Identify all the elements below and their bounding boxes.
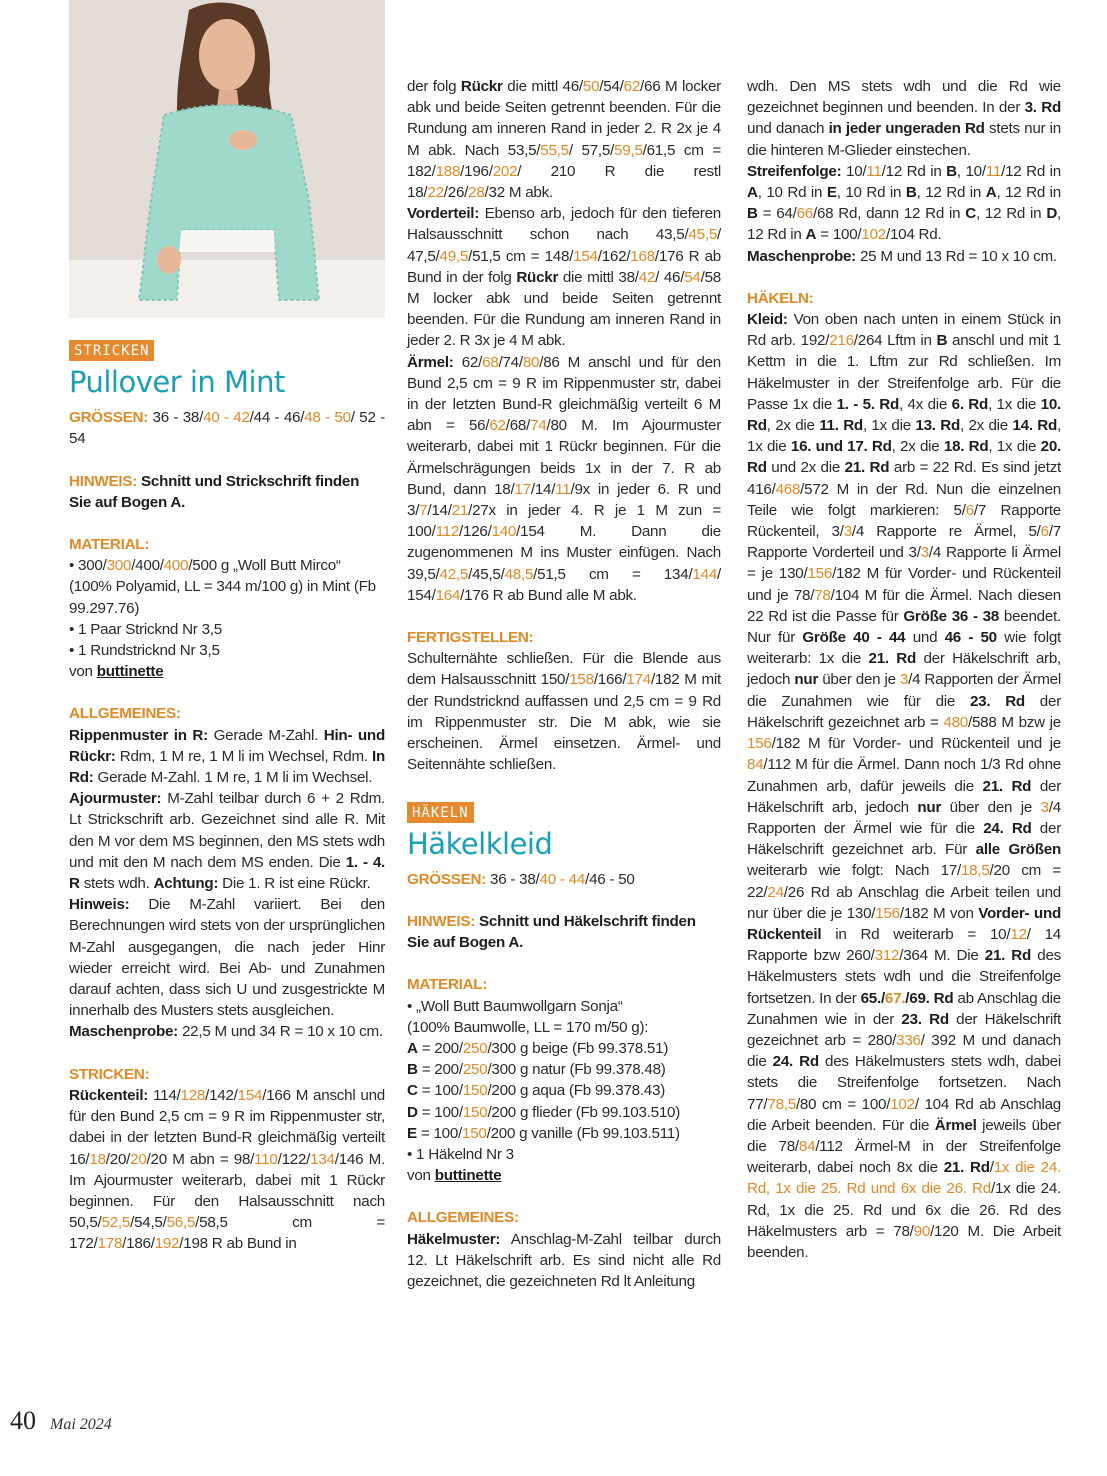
sizes-line: GRÖSSEN: 36 - 38/40 - 42/44 - 46/48 - 50/ 52 - 54 (69, 409, 385, 448)
body-text: Hinweis: Die M-Zahl variiert. Bei den Berechnungen wird stets von der ursprünglichen M-Zahl ausgegangen, die nach jeder Hinr wieder erreicht wird. Bei Ab- und Zunahmen darauf achten, dass sich U und zusgestrickte M innerhalb des Musters stets ausgleichen. (69, 896, 385, 1020)
body-text: Streifenfolge: 10/11/12 Rd in B, 10/11/12 Rd in A, 10 Rd in E, 10 Rd in B, 12 Rd in A, 12 Rd in B = 64/66/68 Rd, dann 12 Rd in C, 12 Rd in D, 12 Rd in A = 100/102/104 Rd. (747, 162, 1062, 244)
body-text: Häkelmuster: Anschlag-M-Zahl teilbar durch 12. Lt Häkelschrift arb. Es sind nicht alle Rd gezeichnet, die gezeichneten Rd lt Anleitung (407, 1230, 721, 1290)
body-text: wdh. Den MS stets wdh und die Rd wie gezeichnet beginnen und beenden. In der 3. Rd und danach in jeder ungeraden Rd stets nur in die hinteren M-Glieder einstechen. (747, 78, 1061, 159)
material-item: • 1 Rundstricknd Nr 3,5 (69, 642, 220, 660)
finishing-heading: FERTIGSTELLEN: (407, 629, 534, 647)
hint-line: HINWEIS: Schnitt und Häkelschrift finden Sie auf Bogen A. (407, 912, 696, 952)
body-text: Kleid: Von oben nach unten in einem Stück in Rd arb. 192/216/264 Lftm in B anschl und mit 1 Kettm in die 1. Lftm zur Rd schließen. Im Häkelmuster in der Streifenfolge arb. Für die Passe 1x die 1. - 5. Rd, 4x die 6. Rd, 1x die 10. Rd, 2x die 11. Rd, 1x die 13. Rd, 2x die 14. Rd, 1x die 16. und 17. Rd, 2x die 18. Rd, 1x die 20. Rd und 2x die 21. Rd arb = 22 Rd. Es sind jetzt 416/468/572 M in der Rd. Nun die einzelnen Teile wie folgt markieren: 5/6/7 Rapporte Rückenteil, 3/3/4 Rapporte re Ärmel, 5/6/7 Rapporte Vorderteil und 3/3/4 Rapporte li Ärmel = je 130/156/182 M für Vorder- und Rückenteil und je 78/78/104 M für die Ärmel. Nach diesen 22 Rd ist die Passe für Größe 36 - 38 beendet. Nur für Größe 40 - 44 und 46 - 50 wie folgt weiterarb: 1x die 21. Rd der Häkelschrift arb, jedoch nur über den je 3/4 Rapporten der Ärmel die Zunahmen wie für die 23. Rd der Häkelschrift gezeichnet arb = 480/588 M bzw je 156/182 M für Vorder- und Rückenteil und je 84/112 M für die Ärmel. Dann noch 1/3 Rd ohne Zunahmen arb, dafür jeweils die 21. Rd der Häkelschrift arb, jedoch nur über den je 3/4 Rapporten der Ärmel wie für die 24. Rd der Häkelschrift gezeichnet arb. Für alle Größen weiterarb wie folgt: Nach 17/18,5/20 cm = 22/24/26 Rd ab Anschlag die Arbeit teilen und nur über die je 130/156/182 M von Vorder- und Rückenteil in Rd weiterarb = 10/12/ 14 Rapporte bzw 260/312/364 M. Die 21. Rd des Häkelmusters stets wdh und die Streifenfolge fortsetzen. In der 65./67./69. Rd ab Anschlag die Zunahmen wie in der 23. Rd der Häkelschrift gezeichnet arb = 280/336/ 392 M und danach die 24. Rd des Häkelmusters stets wdh, dabei stets die Streifenfolge fortsetzen. Nach 77/78,5/80 cm = 100/102/ 104 Rd ab Anschlag die Arbeit beenden. Für die Ärmel jeweils über die 78/84/112 Ärmel-M in der Streifenfolge weiterarb, dabei noch 8x die 21. Rd/1x die 24. Rd, 1x die 25. Rd und 6x die 26. Rd/1x die 24. Rd, 1x die 25. Rd und 6x die 26. Rd des Häkelmusters arb = 78/90/120 M. Die Arbeit beenden. (747, 311, 1062, 1261)
model-photo (69, 0, 385, 318)
page-footer (10, 1406, 112, 1436)
material-item: B = 200/250/300 g natur (Fb 99.378.48) (407, 1061, 666, 1079)
body-text: Vorderteil: Ebenso arb, jedoch für den tieferen Halsausschnitt schon nach 43,5/45,5/ 47,5/49,5/51,5 cm = 148/154/162/168/176 R ab Bund in der folg Rückr die mittl 38/42/ 46/54/58 M locker abk und beide Seiten getrennt beenden. Für die Rundung am inneren Rand in jeder 2. R 3x je 4 M abk. (407, 205, 721, 350)
brand-line: von buttinette (407, 1167, 502, 1185)
woman-in-mint-pullover-photo (69, 0, 385, 318)
general-heading: ALLGEMEINES: (407, 1209, 519, 1227)
sizes-line: GRÖSSEN: 36 - 38/40 - 44/46 - 50 (407, 870, 635, 888)
column-2 (407, 76, 721, 1292)
page-number: 40 (10, 1406, 36, 1435)
material-item: • 300/300/400/400/500 g „Woll Butt Mirco“ (100% Polyamid, LL = 344 m/100 g) in Mint (Fb 99.297.76) (69, 557, 376, 617)
body-text: Schulternähte schließen. Für die Blende aus dem Halsausschnitt 150/158/166/174/182 M mit der Rundstricknd auffassen und 2,5 cm = 9 Rd im Rippenmuster str. Die M abk, wie sie erscheinen. Ärmel einsetzen. Ärmel- und Seitennähte schließen. (407, 650, 721, 774)
column-3 (747, 76, 1061, 1263)
knitting-heading: STRICKEN: (69, 1065, 150, 1083)
brand-line: von buttinette (69, 663, 164, 681)
material-heading: MATERIAL: (69, 536, 150, 554)
material-item: • 1 Paar Stricknd Nr 3,5 (69, 620, 222, 638)
material-item: • „Woll Butt Baumwollgarn Sonja“ (407, 997, 623, 1015)
material-item: C = 100/150/200 g aqua (Fb 99.378.43) (407, 1082, 666, 1100)
body-text: Maschenprobe: 25 M und 13 Rd = 10 x 10 cm. (747, 247, 1057, 265)
material-heading: MATERIAL: (407, 976, 488, 994)
general-heading: ALLGEMEINES: (69, 705, 181, 723)
material-item: (100% Baumwolle, LL = 170 m/50 g): (407, 1018, 649, 1036)
material-item: • 1 Häkelnd Nr 3 (407, 1145, 514, 1163)
issue-label: Mai 2024 (50, 1416, 112, 1433)
body-text: Maschenprobe: 22,5 M und 34 R = 10 x 10 cm. (69, 1023, 383, 1041)
body-text: Ajourmuster: M-Zahl teilbar durch 6 + 2 Rdm. Lt Strickschrift arb. Gezeichnet sind alle R. Mit den M vor dem MS beginnen, den MS stets wdh und mit den M nach dem MS enden. Die 1. - 4. R stets wdh. Achtung: Die 1. R ist eine Rückr. (69, 790, 385, 893)
crochet-heading: HÄKELN: (747, 289, 814, 307)
material-item: E = 100/150/200 g vanille (Fb 99.103.511) (407, 1124, 680, 1142)
body-text: Rippenmuster in R: Gerade M-Zahl. Hin- und Rückr: Rdm, 1 M re, 1 M li im Wechsel, Rdm. In Rd: Gerade M-Zahl. 1 M re, 1 M li im Wechsel. (69, 726, 385, 787)
material-item: A = 200/250/300 g beige (Fb 99.378.51) (407, 1039, 669, 1057)
pattern-title: Pullover in Mint (69, 365, 285, 400)
body-text: Rückenteil: 114/128/142/154/166 M anschl und für den Bund 2,5 cm = 9 R im Rippenmuster str, dabei in der letzten Bund-R gleichmäßig verteilt 16/18/20/20/20 M abn = 98/110/122/134/146 M. Im Ajourmuster weiterarb, dabei mit 1 Rückr beginnen. Für den Halsausschnitt nach 50,5/52,5/54,5/56,5/58,5 cm = 172/178/186/192/198 R ab Bund in (69, 1086, 385, 1253)
section-tag: STRICKEN (69, 340, 154, 361)
section-tag: HÄKELN (407, 802, 474, 823)
pattern-title: Häkelkleid (407, 826, 553, 861)
body-text: der folg Rückr die mittl 46/50/54/62/66 M locker abk und beide Seiten getrennt beenden. Für die Rundung am inneren Rand in jeder 2. R 2x je 4 M abk. Nach 53,5/55,5/ 57,5/59,5/61,5 cm = 182/188/196/202/ 210 R die restl 18/22/26/28/32 M abk. (407, 78, 721, 202)
hint-line: HINWEIS: Schnitt und Strickschrift finden Sie auf Bogen A. (69, 472, 360, 511)
material-item: D = 100/150/200 g flieder (Fb 99.103.510) (407, 1103, 681, 1121)
column-1 (69, 340, 385, 1255)
body-text: Ärmel: 62/68/74/80/86 M anschl und für den Bund 2,5 cm = 9 R im Rippenmuster str, dabei in der letzten Bund-R gleichmäßig verteilt 6 M abn = 56/62/68/74/80 M. Im Ajourmuster weiterarb, dabei mit 1 Rückr beginnen. Für die Ärmelschrägungen beids 1x in der 7. R ab Bund, dann 18/17/14/11/9x in jeder 6. R und 3/7/14/21/27x in jeder 4. R je 1 M zun = 100/112/126/140/154 M. Dann die zugenommenen M ins Muster einfügen. Nach 39,5/42,5/45,5/48,5/51,5 cm = 134/144/ 154/164/176 R ab Bund alle M abk. (407, 353, 721, 604)
